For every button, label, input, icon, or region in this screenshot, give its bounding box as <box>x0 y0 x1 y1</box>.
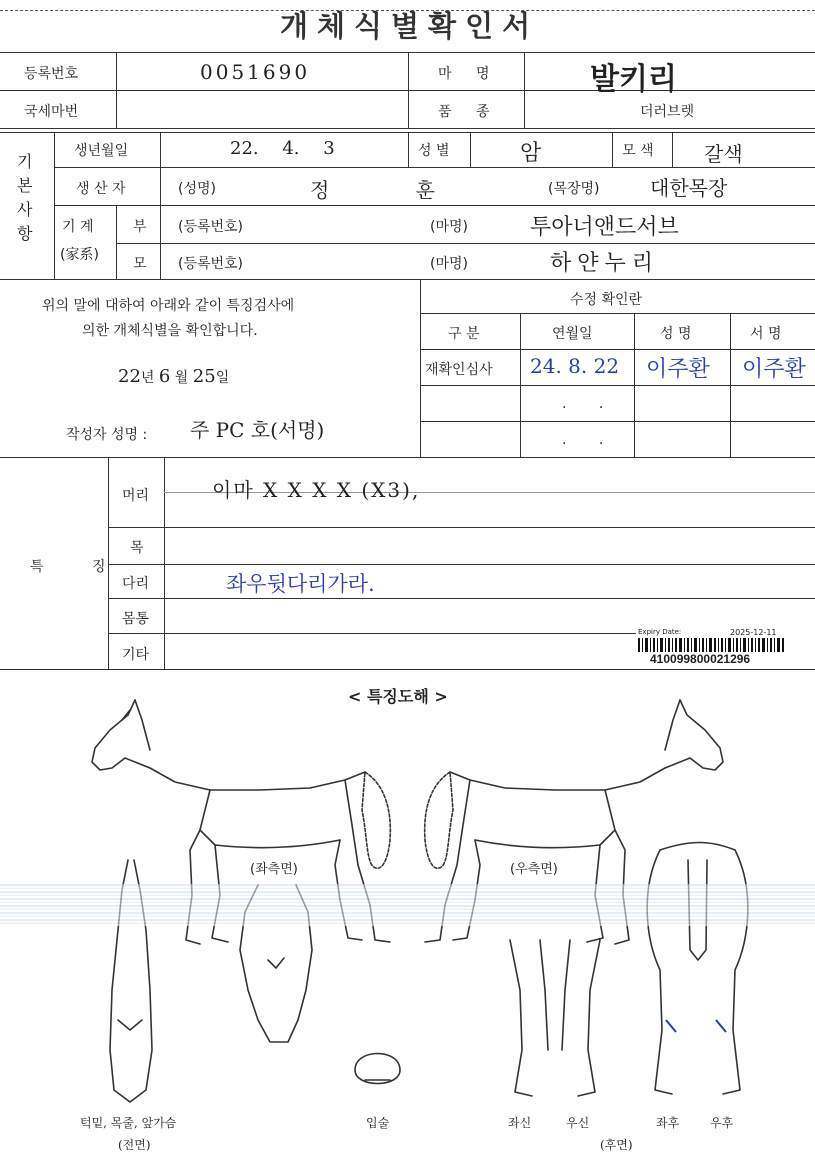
right-fore-caption: 우신 <box>566 1116 590 1130</box>
ranch-value: 대한목장 <box>650 176 728 200</box>
statement-line-2: 의한 개체식별을 확인합니다. <box>82 323 258 339</box>
date-year: 22 <box>118 366 141 387</box>
other-label: 기타 <box>122 647 150 663</box>
leg-label: 다리 <box>122 576 150 592</box>
barcode-sticker <box>636 626 815 668</box>
date-nyeon: 년 <box>140 370 155 386</box>
body-label: 몸통 <box>122 611 150 627</box>
document-title: 개체식별확인서 <box>280 9 540 43</box>
statement-line-1: 위의 말에 대하여 아래와 같이 특징검사에 <box>42 298 295 314</box>
producer-name-field: (성명) <box>178 181 216 197</box>
barcode-bars <box>638 638 786 652</box>
revision-header-name: 성 명 <box>660 326 692 342</box>
author-label: 작성자 성명 : <box>66 427 148 443</box>
lineage-label: 기 계 <box>62 219 94 235</box>
dam-reg-field: (등록번호) <box>178 256 244 272</box>
date-day: 25 <box>192 366 216 387</box>
right-hind-caption: 우후 <box>710 1116 734 1130</box>
left-hind-caption: 좌후 <box>656 1116 680 1130</box>
producer-label: 생 산 자 <box>76 181 126 197</box>
features-section-label: 특 징 <box>30 559 128 575</box>
sire-horse-field: (마명) <box>430 219 468 235</box>
leg-value: 좌우뒷다리가라. <box>226 572 375 596</box>
rear-caption: (후면) <box>600 1138 633 1152</box>
barcode-expiry-label: Expiry Date: <box>638 628 682 636</box>
dam-name-value: 하얀누리 <box>550 251 660 276</box>
revision-row-1-name: 이주환 <box>646 357 710 382</box>
revision-row-1-sign: 이주환 <box>742 357 806 382</box>
revision-header-date: 연월일 <box>552 326 593 342</box>
date-il: 일 <box>215 370 230 386</box>
rear-right-mark <box>716 1020 726 1032</box>
intl-label: 국세마번 <box>24 104 79 120</box>
rear-view-horse <box>647 843 748 1095</box>
lips-view <box>355 1054 400 1084</box>
head-value: 이마 X X X X (X3), <box>212 478 421 502</box>
author-value: 주 PC 호(서명) <box>190 418 325 442</box>
producer-name-value: 정 훈 <box>310 178 475 202</box>
date-wol: 월 <box>174 370 189 386</box>
sire-reg-field: (등록번호) <box>178 219 244 235</box>
revision-row-1-type: 재확인심사 <box>425 362 493 378</box>
basic-section-label: 기본사항 <box>17 152 33 243</box>
top-dashed-rule <box>0 10 815 11</box>
horse-name-value: 발키리 <box>590 62 677 97</box>
front-caption-2: (전면) <box>118 1138 151 1152</box>
revision-row-2-date: . . <box>562 396 618 412</box>
sex-label: 성 별 <box>418 143 450 159</box>
dam-label: 모 <box>133 256 147 272</box>
front-caption-1: 턱밑, 목줄, 앞가슴 <box>80 1116 177 1130</box>
scan-artifact-band <box>0 884 815 926</box>
barcode-expiry-value: 2025-12-11 <box>730 628 777 637</box>
color-label: 모 색 <box>622 143 654 159</box>
birth-label: 생년월일 <box>74 143 129 159</box>
revision-row-3-date: . . <box>562 432 618 448</box>
sire-label: 부 <box>133 219 147 235</box>
dam-horse-field: (마명) <box>430 256 468 272</box>
barcode-number: 410099800021296 <box>650 652 751 666</box>
left-side-caption: (좌측면) <box>250 862 298 877</box>
head-label: 머리 <box>122 488 150 504</box>
lip-caption: 입술 <box>366 1116 390 1130</box>
rear-left-mark <box>666 1020 676 1032</box>
revision-header-type: 구 분 <box>448 326 480 342</box>
color-value: 갈색 <box>704 142 743 166</box>
diagram-title: < 특징도해 > <box>348 687 448 706</box>
breed-value: 더러브렛 <box>640 104 695 120</box>
birth-value: 22. 4. 3 <box>230 138 335 159</box>
sire-name-value: 투아너앤드서브 <box>530 215 679 240</box>
reg-no-label: 등록번호 <box>24 66 79 82</box>
ranch-field: (목장명) <box>548 181 600 197</box>
revision-header-sign: 서 명 <box>750 326 782 342</box>
forelegs-view <box>510 940 600 1096</box>
left-fore-caption: 좌신 <box>508 1116 532 1130</box>
sex-value: 암 <box>520 141 542 166</box>
neck-label: 목 <box>130 540 144 556</box>
right-side-caption: (우측면) <box>510 862 558 877</box>
horse-name-label: 마 명 <box>438 66 500 82</box>
revision-row-1-date: 24. 8. 22 <box>530 354 620 378</box>
lineage-hanja: (家系) <box>60 247 99 263</box>
breed-label: 품 종 <box>438 104 500 120</box>
revision-title: 수정 확인란 <box>570 292 643 308</box>
confirm-date <box>118 366 229 387</box>
horse-diagram <box>0 690 815 1169</box>
reg-no-value: 0051690 <box>200 60 311 84</box>
date-month: 6 <box>158 366 171 387</box>
